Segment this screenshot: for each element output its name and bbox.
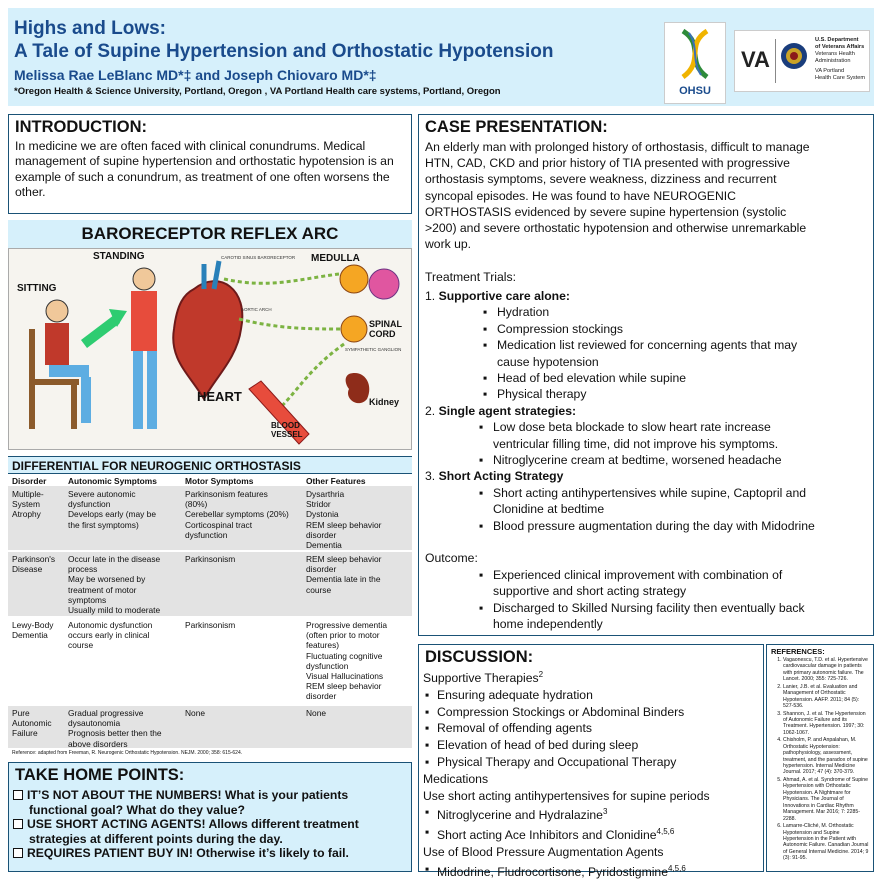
list-item: ▪ Short acting Ace Inhibitors and Clonidine$^{4,5,6}$	[437, 824, 763, 844]
col-autonomic: Autonomic Symptoms	[68, 476, 157, 486]
cell-autonomic: Severe autonomic dysfunction Develops early (may be the first symptoms)	[68, 489, 156, 530]
reference-item: 4. Chisholm, P. and Anpalahan, M. Orthostatic Hypotension: pathophysiology, assessment, treatment, and the paradox of supine hypertension. Internal Medicine Journal. 2017; 47 (4): 370-379.	[783, 737, 871, 775]
treatment-label: Treatment Trials:	[425, 270, 516, 284]
discussion-heading: DISCUSSION:	[425, 648, 534, 666]
col-motor: Motor Symptoms	[185, 476, 254, 486]
checkbox-icon	[13, 819, 23, 829]
va-logo-text: VA	[741, 47, 770, 72]
case-heading: CASE PRESENTATION:	[425, 118, 608, 136]
discussion-body	[423, 667, 763, 880]
poster-header	[8, 8, 874, 106]
label-blood-vessel: BLOOD VESSEL	[271, 421, 303, 439]
col-disorder: Disorder	[12, 476, 47, 486]
cell-autonomic: Occur late in the disease process May be worsened by treatment of motor symptoms Usually mild to moderate	[68, 554, 161, 616]
list-item: ▪ Discharged to Skilled Nursing facility then eventually back home independently	[493, 600, 869, 633]
references-list	[783, 657, 871, 863]
list-item: ▪ Nitroglycerine cream at bedtime, worsened headache	[493, 452, 869, 468]
take-home-item: USE SHORT ACTING AGENTS! Allows different treatment	[13, 817, 409, 832]
cell-disorder: Lewy-Body Dementia	[12, 620, 54, 641]
table-row	[8, 618, 412, 704]
references-heading: REFERENCES:	[771, 647, 825, 656]
reference-item: 3. Shannon, J. et al. The Hypertension of Autonomic Failure and its Treatment. Hypertension. 1997; 30: 1062-1067.	[783, 711, 871, 737]
cell-motor: Parkinsonism features (80%) Cerebellar symptoms (20%) Corticospinal tract dysfunction	[185, 489, 289, 540]
list-item: ▪ Experienced clinical improvement with combination of supportive and short acting strategy	[493, 567, 869, 600]
list-item: ▪ Elevation of head of bed during sleep	[437, 737, 763, 754]
cell-other: Progressive dementia (often prior to motor features) Fluctuating cognitive dysfunction Visual Hallucinations REM sleep behavior disorder	[306, 620, 387, 702]
cell-disorder: Pure Autonomic Failure	[12, 708, 52, 739]
supportive-label: Supportive Therapies$^2$	[423, 670, 544, 686]
outcome-label: Outcome:	[425, 551, 478, 565]
short-acting-label: Use short acting antihypertensives for supine periods	[423, 788, 710, 803]
take-home-list	[13, 788, 409, 861]
augment-label: Use of Blood Pressure Augmentation Agents	[423, 845, 664, 860]
discussion-section	[418, 644, 764, 880]
label-medulla: MEDULLA	[311, 253, 360, 264]
label-sympathetic: SYMPATHETIC GANGLION	[345, 347, 402, 352]
ohsu-logo	[664, 22, 726, 104]
va-seal-icon	[779, 41, 809, 71]
cell-motor: Parkinsonism	[185, 554, 236, 564]
outcome-list	[425, 567, 869, 633]
table-row	[8, 706, 412, 748]
list-item: ▪ Head of bed elevation while supine	[497, 370, 869, 386]
treatment-list: 1. Supportive care alone: ▪ Hydration ▪ Compression stockings ▪ Medication list reviewed for concerning agents that may cause hypotension ▪ Head of bed elevation while supine ▪ Physical therapy 2. Single agent strategies: ▪ Low dose beta blockade to slow heart rate increase ventricular filling time, did not improve his symptoms. ▪ Nitroglycerine cream at bedtime, worsened headache 3. Short Acting Strategy ▪ Short acting antihypertensives while supine, Captopril and Clonidine at bedtime ▪ Blood pressure augmentation during the day with Midodrine	[425, 288, 869, 534]
introduction-section	[8, 114, 412, 214]
list-item: ▪ Compression Stockings or Abdominal Binders	[437, 704, 763, 721]
va-logo	[734, 30, 870, 92]
list-item: ▪ Midodrine, Fludrocortisone, Pyridostigmine$^{4,5,6}$	[437, 861, 763, 880]
baroreceptor-illustration	[8, 248, 412, 450]
ohsu-logo-text: OHSU	[679, 85, 711, 97]
take-home-heading: TAKE HOME POINTS:	[15, 766, 185, 784]
list-item: ▪ Compression stockings	[497, 321, 869, 337]
introduction-heading: INTRODUCTION:	[15, 118, 147, 136]
col-other: Other Features	[306, 476, 366, 486]
label-kidney: Kidney	[369, 397, 400, 407]
poster-affiliation: *Oregon Health & Science University, Portland, Oregon , VA Portland Health care systems, Portland, Oregon	[14, 86, 501, 97]
references-section	[766, 644, 874, 872]
take-home-item: REQUIRES PATIENT BUY IN! Otherwise it’s likely to fail.	[13, 846, 409, 861]
list-item: ▪ Ensuring adequate hydration	[437, 687, 763, 704]
cell-autonomic: Autonomic dysfunction occurs early in clinical course	[68, 620, 153, 651]
cell-other: Dysarthria Stridor Dystonia REM sleep behavior disorder Dementia	[306, 489, 382, 551]
checkbox-icon	[13, 790, 23, 800]
list-item: ▪ Low dose beta blockade to slow heart rate increase ventricular filling time, did not improve his symptoms.	[493, 419, 869, 452]
cell-autonomic: Gradual progressive dysautonomia Prognosis better then the above disorders	[68, 708, 162, 749]
label-sitting: SITTING	[17, 283, 57, 294]
medications-label: Medications	[423, 771, 489, 786]
label-spinal-cord: SPINAL CORD	[369, 319, 402, 339]
poster-title-line2: A Tale of Supine Hypertension and Orthostatic Hypotension	[14, 41, 554, 62]
list-item: ▪ Blood pressure augmentation during the day with Midodrine	[493, 518, 869, 534]
reference-item: 1. Vagaonescu, T.D. et al. Hypertensive cardiovascular damage in patients with primary autonomic failure. The Lancet. 2000; 355: 725-726.	[783, 657, 871, 683]
case-text: An elderly man with prolonged history of orthostasis, difficult to manage HTN, CAD, CKD and prior history of TIA presented with progressive orthostasis symptoms, severe weakness, dizziness and recurrent syncopal episodes. He was found to have NEUROGENIC ORTHOSTASIS evidenced by severe supine hypertension (systolic >200) and severe orthostatic hypotension and otherwise unremarkable work up.	[425, 140, 810, 252]
cell-disorder: Multiple- System Atrophy	[12, 489, 44, 520]
checkbox-icon	[13, 848, 23, 858]
poster-title-line1: Highs and Lows:	[14, 18, 166, 39]
take-home-section	[8, 762, 412, 872]
list-item: ▪ Nitroglycerine and Hydralazine$^3$	[437, 804, 763, 824]
reference-item: 2. Lanier, J.B. et al. Evaluation and Management of Orthostatic Hypotension. AAFP. 2011; 84 (5): 527-536.	[783, 684, 871, 710]
case-presentation-section	[418, 114, 874, 636]
list-item: ▪ Physical therapy	[497, 386, 869, 402]
introduction-text: In medicine we are often faced with clinical conundrums. Medical management of supine hypertension and orthostatic hypotension is an example of such a conundrum, as treatment of one often worsens the other.	[15, 139, 394, 199]
table-row	[8, 552, 412, 616]
list-item: ▪ Physical Therapy and Occupational Therapy	[437, 754, 763, 771]
differential-reference: Reference: adapted from Freeman, R. Neurogenic Orthostatic Hypotension. NEJM. 2000; 358: 615-624.	[12, 750, 243, 756]
list-item: ▪ Hydration	[497, 304, 869, 320]
differential-heading: DIFFERENTIAL FOR NEUROGENIC ORTHOSTASIS	[8, 456, 412, 474]
poster-authors: Melissa Rae LeBlanc MD*‡ and Joseph Chiovaro MD*‡	[14, 67, 377, 83]
reference-item: 6. Lamarre-Cliché, M. Orthostatic Hypotension and Supine Hypertension in the Patient with Autonomic Failure. Canadian Journal of General Internal Medicine. 2014; 9 (3): 91-95.	[783, 823, 871, 861]
list-item: ▪ Medication list reviewed for concerning agents that may cause hypotension	[497, 337, 869, 370]
list-item: ▪ Short acting antihypertensives while supine, Captopril and Clonidine at bedtime	[493, 485, 869, 518]
table-row	[8, 486, 412, 550]
label-aortic: AORTIC ARCH	[241, 307, 272, 312]
take-home-item: IT’S NOT ABOUT THE NUMBERS! What is your patients	[13, 788, 409, 803]
reference-item: 5. Ahmad, A. et al. Syndrome of Supine Hypertension with Orthostatic Hypotension. A Nightmare for Physicians. The Journal of Innovations in Cardiac Rhythm Management. Mar 2016; 7: 2285-2288.	[783, 777, 871, 822]
cell-other: REM sleep behavior disorder Dementia late in the course	[306, 554, 382, 595]
label-carotid: CAROTID SINUS BARORECEPTOR	[221, 255, 296, 260]
va-dept-text: U.S. Department of Veterans Affairs Veterans Health Administration VA Portland Health Care System	[815, 37, 866, 81]
label-heart: HEART	[197, 389, 242, 404]
cell-motor: None	[185, 708, 206, 718]
list-item: ▪ Removal of offending agents	[437, 720, 763, 737]
cell-motor: Parkinsonism	[185, 620, 236, 630]
label-standing: STANDING	[93, 251, 145, 262]
take-home-item-cont: strategies at different points during the day.	[29, 831, 283, 846]
cell-other: None	[306, 708, 327, 718]
take-home-item-cont: functional goal? What do they value?	[29, 802, 245, 817]
cell-disorder: Parkinson's Disease	[12, 554, 56, 575]
baroreceptor-heading: BARORECEPTOR REFLEX ARC	[8, 220, 412, 248]
